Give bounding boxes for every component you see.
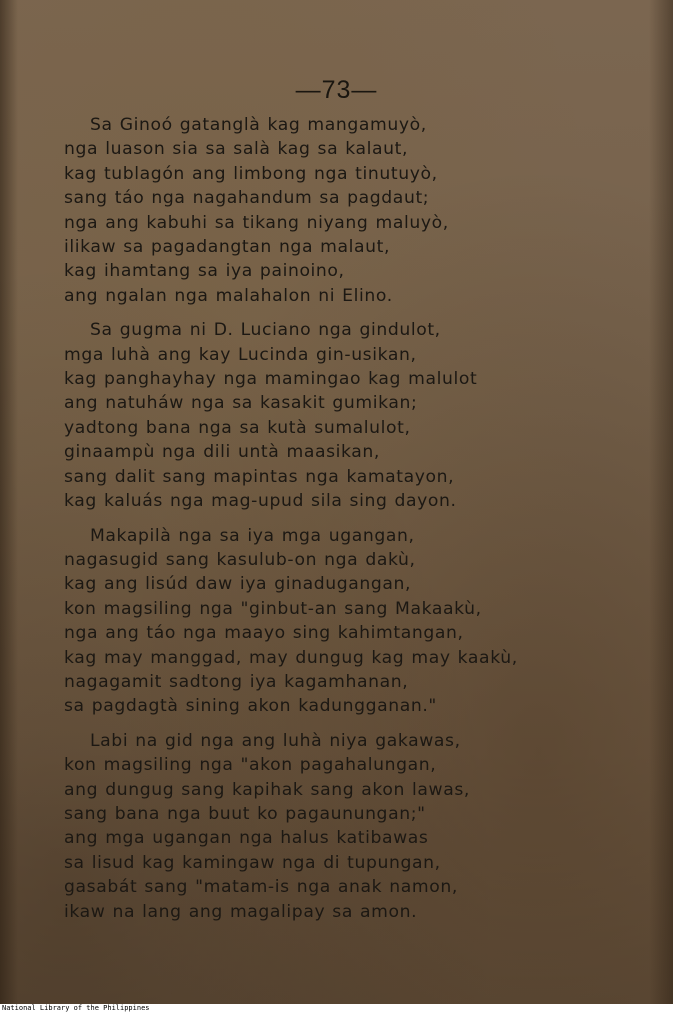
verse-line: sa pagdagtà sining akon kadungganan." [64, 696, 437, 717]
library-credit: National Library of the Philippines [2, 1004, 150, 1012]
verse-line: kon magsiling nga "akon pagahalungan, [64, 755, 437, 776]
verse-line: nga ang kabuhi sa tikang niyang maluyò, [64, 212, 449, 233]
stanza [64, 318, 604, 513]
verse-line: Makapilà nga sa iya mga ugangan, [90, 525, 415, 546]
verse-line: kag panghayhay nga mamingao kag malulot [64, 369, 478, 390]
verse-line: nagagamit sadtong iya kagamhanan, [64, 671, 409, 692]
verse-line: nga ang táo nga maayo sing kahimtangan, [64, 623, 464, 644]
page-edge-shadow-right [649, 0, 673, 1004]
verse-line: mga luhà ang kay Lucinda gin-usikan, [64, 344, 417, 365]
stanza [64, 524, 604, 719]
verse-line: sang dalit sang mapintas nga kamatayon, [64, 466, 455, 487]
verse-line: ang mga ugangan nga halus katibawas [64, 828, 429, 849]
verse-line: sa lisud kag kamingaw nga di tupungan, [64, 852, 441, 873]
footer-strip [0, 1004, 673, 1013]
verse-line: kon magsiling nga "ginbut-an sang Makaakù, [64, 598, 482, 619]
verse-line: ang dungug sang kapihak sang akon lawas, [64, 779, 470, 800]
verse-line: ilikaw sa pagadangtan nga malaut, [64, 237, 391, 258]
verse-line: Labi na gid nga ang luhà niya gakawas, [90, 730, 461, 751]
verse-line: sang táo nga nagahandum sa pagdaut; [64, 188, 430, 209]
verse-line: gasabát sang "matam-is nga anak namon, [64, 877, 458, 898]
verse-line: Sa gugma ni D. Luciano nga gindulot, [90, 320, 441, 341]
verse-line: nagasugid sang kasulub-on nga dakù, [64, 549, 416, 570]
verse-line: nga luason sia sa salà kag sa kalaut, [64, 139, 409, 160]
verse-line: ginaampù nga dili untà maasikan, [64, 442, 380, 463]
page-number: —73— [295, 76, 378, 104]
poem-body [64, 113, 604, 934]
verse-line: kag ihamtang sa iya painoino, [64, 261, 345, 282]
page-edge-shadow-left [0, 0, 18, 1004]
verse-line: ang ngalan nga malahalon ni Elino. [64, 285, 393, 306]
verse-line: ang natuháw nga sa kasakit gumikan; [64, 393, 418, 414]
verse-line: kag may manggad, may dungug kag may kaakù, [64, 647, 518, 668]
verse-line: ikaw na lang ang magalipay sa amon. [64, 901, 418, 922]
verse-line: kag ang lisúd daw iya ginadugangan, [64, 574, 412, 595]
verse-line: yadtong bana nga sa kutà sumalulot, [64, 417, 411, 438]
verse-line: kag kaluás nga mag-upud sila sing dayon. [64, 491, 457, 512]
stanza [64, 729, 604, 924]
verse-line: kag tublagón ang limbong nga tinutuyò, [64, 163, 438, 184]
stanza [64, 113, 604, 308]
verse-line: Sa Ginoó gatanglà kag mangamuyò, [90, 115, 427, 135]
verse-line: sang bana nga buut ko pagaunungan;" [64, 803, 426, 824]
